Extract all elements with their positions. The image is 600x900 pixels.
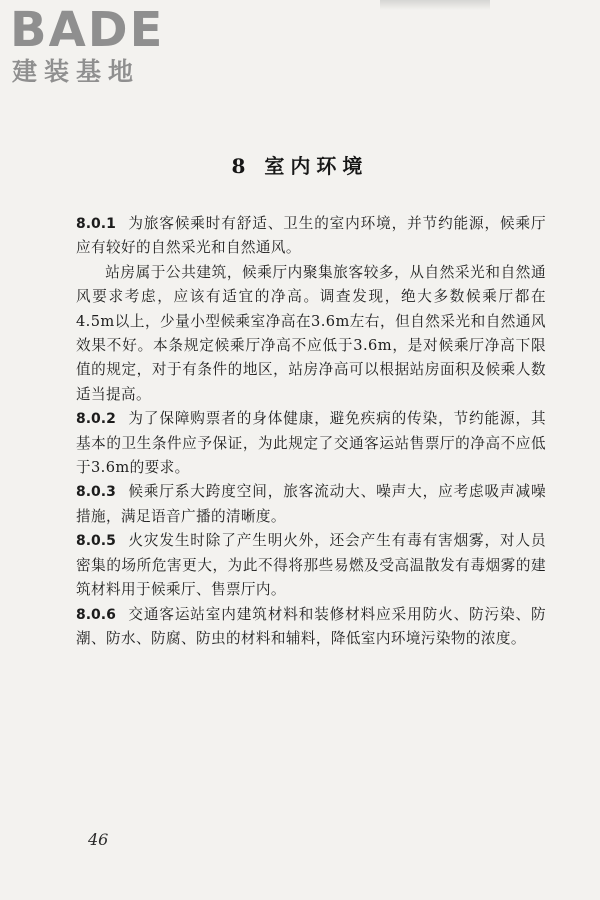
page-number: 46 — [88, 830, 109, 849]
clause-number: 8.0.5 — [76, 533, 116, 550]
chapter-title: 8 室内环境 — [231, 154, 369, 178]
paragraph-8-0-1 — [76, 212, 546, 261]
paragraph-8-0-5 — [76, 529, 546, 602]
clause-number: 8.0.1 — [76, 216, 116, 232]
document-body — [76, 212, 546, 651]
logo-brand: BADE — [10, 2, 165, 58]
clause-number: 8.0.2 — [76, 411, 116, 428]
clause-number: 8.0.3 — [76, 484, 116, 501]
logo-subtitle: 建装基地 — [12, 57, 141, 86]
paragraph-text: 火灾发生时除了产生明火外，还会产生有毒有害烟雾，对人员密集的场所危害更大，为此不得将那些易燃及受高温散发有毒烟雾的建筑材料用于候乘厅、售票厅内。 — [76, 532, 546, 599]
watermark-logo — [10, 4, 180, 94]
paragraph-text: 候乘厅系大跨度空间，旅客流动大、噪声大，应考虑吸声减噪措施，满足语音广播的清晰度。 — [76, 483, 546, 525]
paragraph-text: 交通客运站室内建筑材料和装修材料应采用防火、防污染、防潮、防水、防腐、防虫的材料和辅料，降低室内环境污染物的浓度。 — [76, 605, 546, 647]
paragraph-8-0-3 — [76, 480, 546, 529]
paragraph-text: 为旅客候乘时有舒适、卫生的室内环境，并节约能源，候乘厅应有较好的自然采光和自然通风。 — [76, 215, 546, 257]
paragraph-8-0-2 — [76, 407, 546, 480]
paragraph-8-0-1-explanation — [76, 261, 546, 407]
paragraph-text: 站房属于公共建筑，候乘厅内聚集旅客较多，从自然采光和自然通风要求考虑，应该有适宜的净高。调查发现，绝大多数候乘厅都在4.5m以上，少量小型候乘室净高在3.6m左右，但自然采光和自然通风效果不好。本条规定候乘厅净高不应低于3.6m，是对候乘厅净高下限值的规定，对于有条件的地区，站房净高可以根据站房面积及候乘人数适当提高。 — [76, 263, 546, 403]
paragraph-8-0-6 — [76, 603, 546, 652]
clause-number: 8.0.6 — [76, 606, 116, 623]
scan-smudge — [380, 0, 490, 10]
paragraph-text: 为了保障购票者的身体健康，避免疾病的传染，节约能源，其基本的卫生条件应予保证，为此规定了交通客运站售票厅的净高不应低于3.6m的要求。 — [76, 410, 546, 477]
